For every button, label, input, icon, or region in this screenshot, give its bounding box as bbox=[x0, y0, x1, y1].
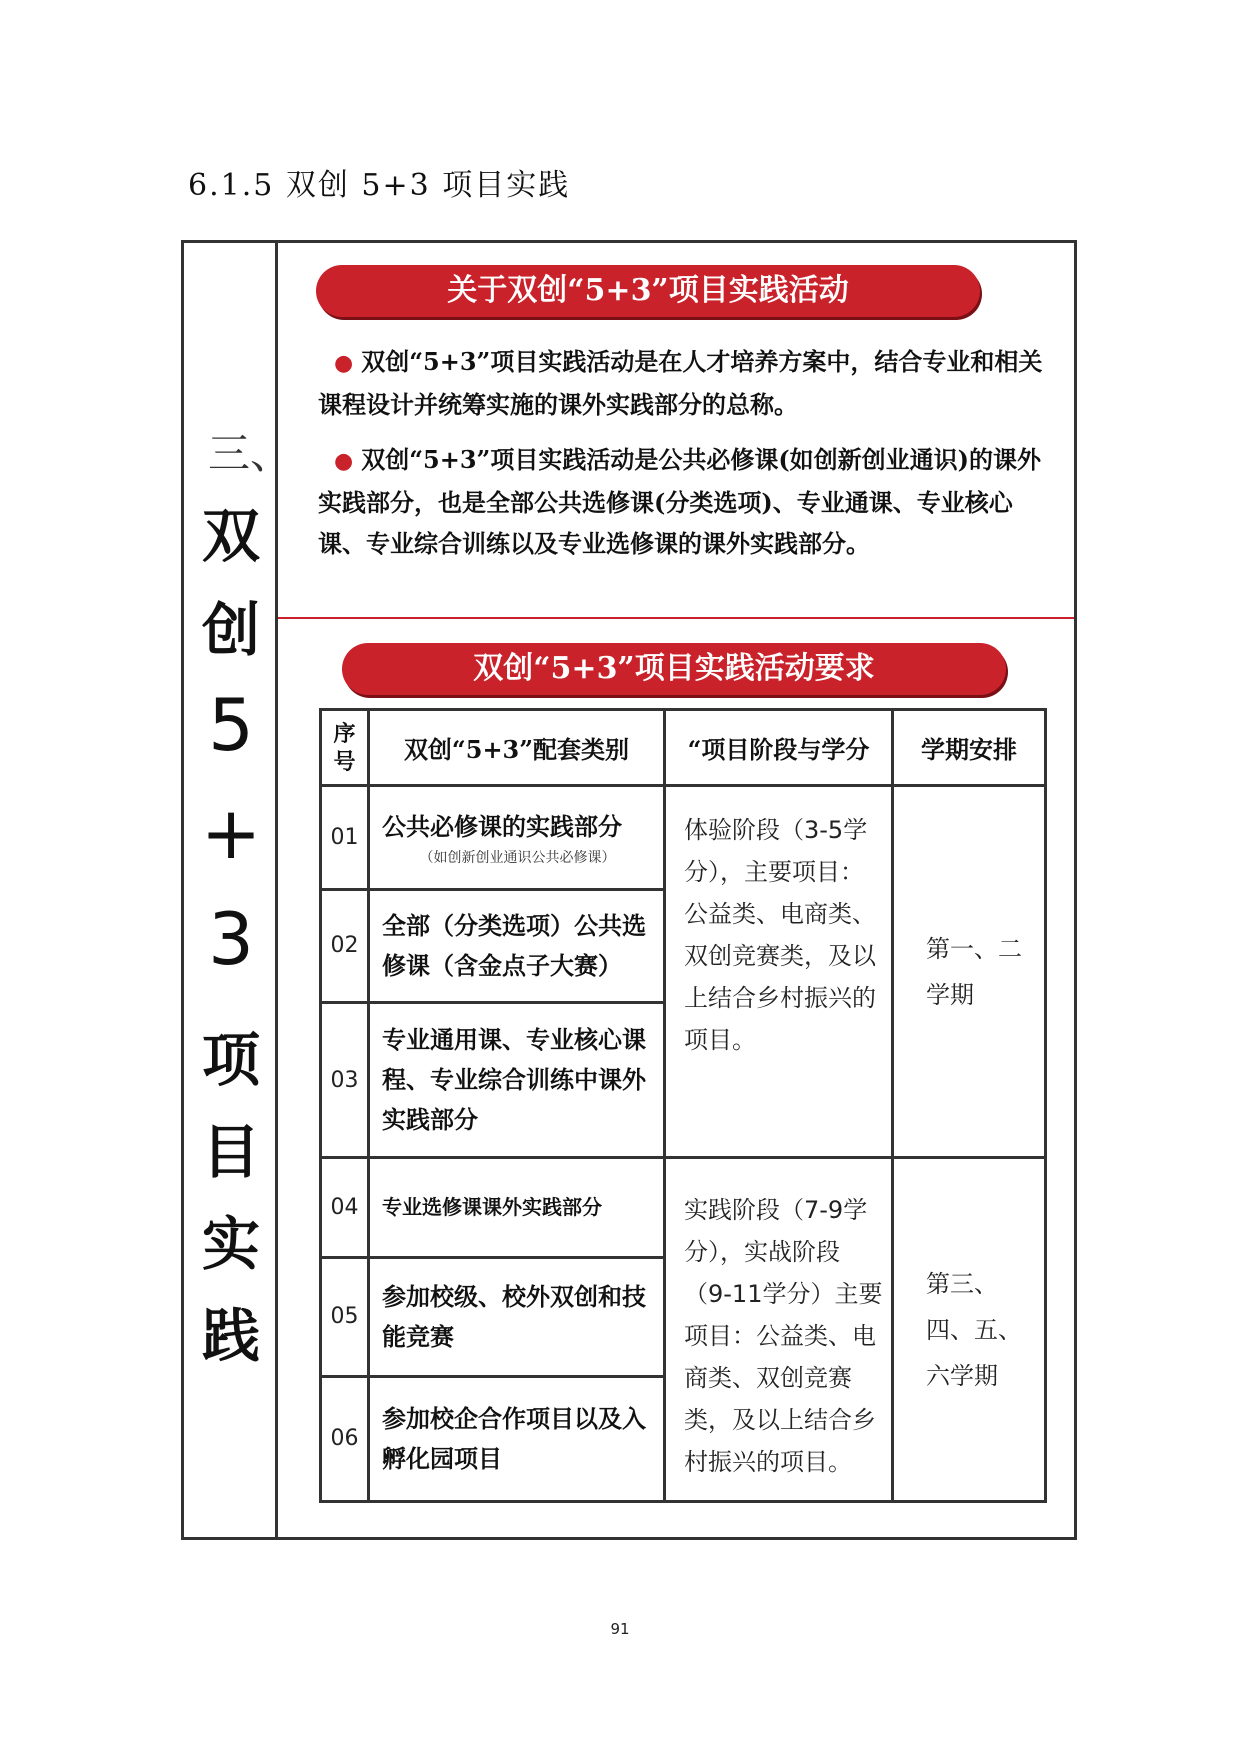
about-paragraph-text: 双创“5+3”项目实践活动是在人才培养方案中，结合专业和相关课程设计并统筹实施的课外实践部分的总称。 bbox=[318, 347, 1043, 419]
requirements-table bbox=[319, 708, 1047, 1503]
page-number: 91 bbox=[610, 1620, 630, 1638]
requirements-title-banner: 双创“5+3”项目实践活动要求 bbox=[342, 643, 1006, 695]
table-header-row bbox=[321, 710, 1046, 786]
term-cell: 第三、四、五、六学期 bbox=[893, 1158, 1046, 1502]
table-row bbox=[321, 786, 1046, 889]
row-number: 02 bbox=[321, 889, 369, 1003]
row-category: 全部（分类选项）公共选修课（含金点子大赛） bbox=[369, 889, 665, 1003]
row-category: 参加校企合作项目以及入孵化园项目 bbox=[369, 1376, 665, 1502]
row-category: 专业通用课、专业核心课程、专业综合训练中课外实践部分 bbox=[369, 1003, 665, 1158]
header-category: 双创“5+3”配套类别 bbox=[369, 710, 665, 786]
row-number: 05 bbox=[321, 1257, 369, 1376]
header-term: 学期安排 bbox=[893, 710, 1046, 786]
left-title-char: 项 bbox=[201, 1026, 260, 1094]
row-number: 04 bbox=[321, 1158, 369, 1257]
section-divider bbox=[278, 617, 1074, 619]
stage-cell: 实践阶段（7-9学分），实战阶段（9-11学分）主要项目：公益类、电商类、双创竞赛类，及以上结合乡村振兴的项目。 bbox=[665, 1158, 893, 1502]
left-title-char: 创 bbox=[201, 596, 260, 664]
table-row bbox=[321, 1158, 1046, 1257]
about-title-banner: 关于双创“5+3”项目实践活动 bbox=[316, 265, 980, 317]
about-paragraph bbox=[318, 341, 1058, 425]
row-category: 参加校级、校外双创和技能竞赛 bbox=[369, 1257, 665, 1376]
left-title-char: 双 bbox=[201, 502, 260, 570]
header-no: 序号 bbox=[321, 710, 369, 786]
about-paragraph bbox=[318, 439, 1058, 564]
row-number: 01 bbox=[321, 786, 369, 889]
row-number: 03 bbox=[321, 1003, 369, 1158]
left-title-column bbox=[184, 243, 293, 1537]
left-title-char: 目 bbox=[201, 1118, 260, 1186]
section-heading: 6.1.5 双创 5+3 项目实践 bbox=[188, 168, 571, 203]
bullet-dot-icon: ● bbox=[334, 448, 354, 474]
row-category-note: （如创新创业通识公共必修课） bbox=[419, 849, 616, 866]
row-category-text: 公共必修课的实践部分 bbox=[382, 811, 622, 841]
term-cell: 第一、二学期 bbox=[893, 786, 1046, 1158]
left-title-char: 3 bbox=[208, 897, 254, 981]
row-number: 06 bbox=[321, 1376, 369, 1502]
header-stage: “项目阶段与学分 bbox=[665, 710, 893, 786]
left-title-char: + bbox=[200, 791, 262, 875]
left-title-prefix: 三、 bbox=[208, 429, 293, 478]
bullet-dot-icon: ● bbox=[334, 350, 354, 376]
about-paragraph-text: 双创“5+3”项目实践活动是公共必修课(如创新创业通识)的课外实践部分，也是全部公共选修课(分类选项)、专业通课、专业核心课、专业综合训练以及专业选修课的课外实践部分。 bbox=[318, 445, 1042, 558]
left-title-char: 5 bbox=[208, 683, 254, 767]
row-category bbox=[369, 786, 665, 889]
left-title-char: 践 bbox=[201, 1302, 260, 1370]
left-title-char: 实 bbox=[201, 1210, 260, 1278]
stage-cell: 体验阶段（3-5学分），主要项目：公益类、电商类、双创竞赛类，及以上结合乡村振兴的项目。 bbox=[665, 786, 893, 1158]
row-category: 专业选修课课外实践部分 bbox=[369, 1158, 665, 1257]
content-frame bbox=[181, 240, 1077, 1540]
